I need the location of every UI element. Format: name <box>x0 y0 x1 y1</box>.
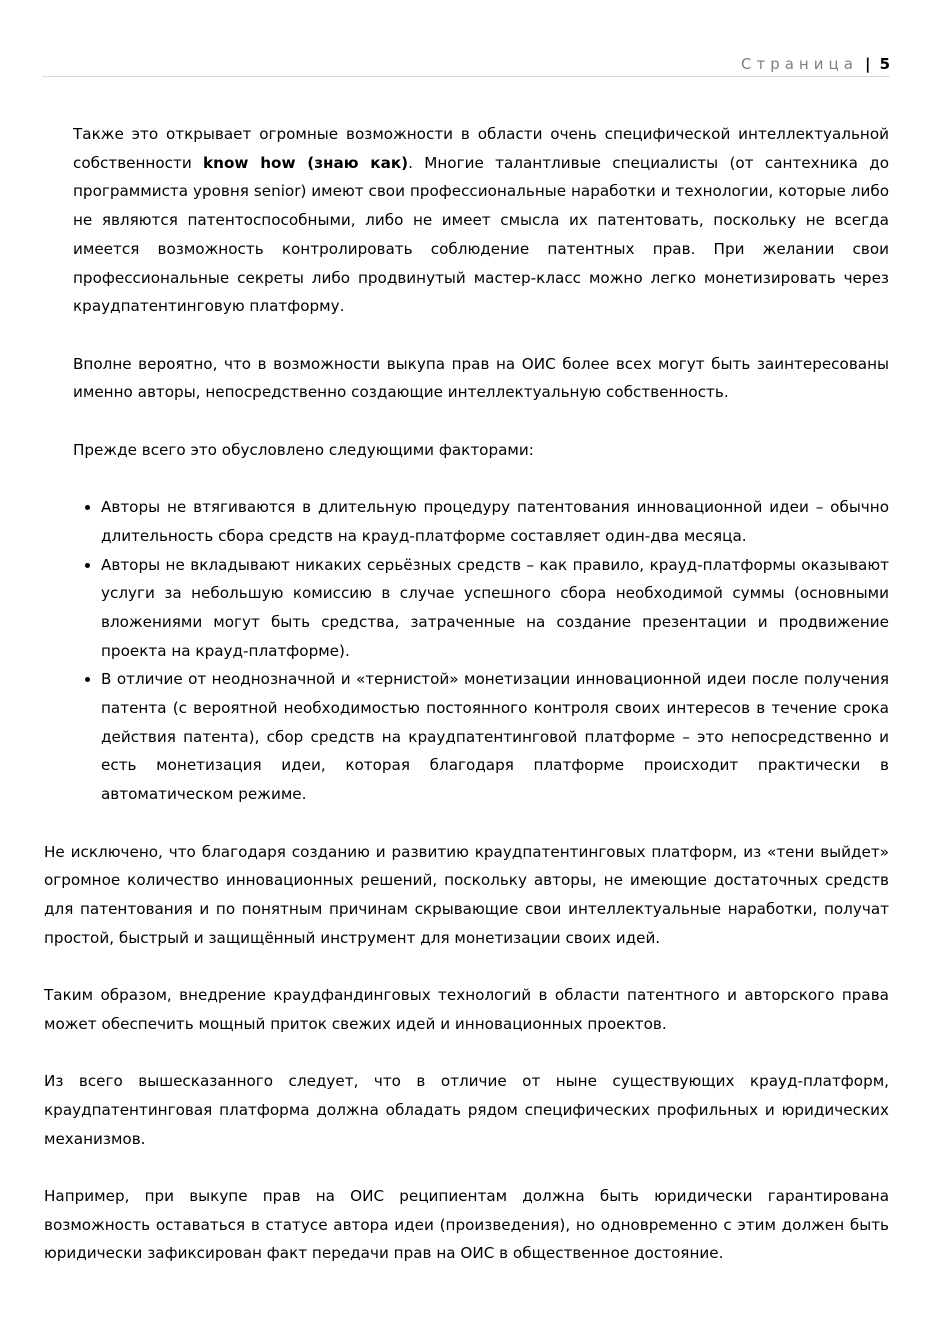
paragraph-text: Также это открывает огромные возможности в области очень специфической интеллектуальной собственности <box>73 125 889 172</box>
list-item: • В отличие от неоднозначной и «тернистой» монетизации инновационной идеи после получения патента (с вероятной необходимостью постоянного контроля своих интересов в течение срока действия патента), сбор средств на краудпатентинговой платформе – это непосредственно и есть монетизация идеи, которая благодаря платформе происходит практически в автоматическом режиме. <box>101 665 889 809</box>
paragraph-authors-interest: Вполне вероятно, что в возможности выкупа прав на ОИС более всех могут быть заинтересованы именно авторы, непосредственно создающие интеллектуальную собственность. <box>73 354 889 402</box>
list-item: • Авторы не вкладывают никаких серьёзных средств – как правило, крауд-платформы оказывают услуги за небольшую комиссию в случае успешного сбора необходимой суммы (основными вложениями могут быть средства, затраченные на создание презентации и продвижение проекта на крауд-платформе). <box>101 551 889 666</box>
paragraph-factors-intro: Прежде всего это обусловлено следующими факторами: <box>73 440 534 459</box>
page-label: Страница <box>741 55 858 73</box>
paragraph-shadow: Не исключено, что благодаря созданию и развитию краудпатентинговых платформ, из «тени выйдет» огромное количество инновационных решений, поскольку авторы, не имеющие достаточных средств для патентования и по понятным причинам скрывающие свои интеллектуальные наработки, получат простой, быстрый и защищённый инструмент для монетизации своих идей. <box>44 842 889 947</box>
list-item: • Авторы не втягиваются в длительную процедуру патентования инновационной идеи – обычно длительность сбора средств на крауд-платформе составляет один-два месяца. <box>101 493 889 550</box>
page-header <box>42 54 890 77</box>
paragraph-mechanisms: Из всего вышесказанного следует, что в отличие от ныне существующих крауд-платформ, краудпатентинговая платформа должна обладать рядом специфических профильных и юридических механизмов. <box>44 1072 889 1148</box>
paragraph-example: Например, при выкупе прав на ОИС реципиентам должна быть юридически гарантирована возможность оставаться в статусе автора идеи (произведения), но одновременно с этим должен быть юридически зафиксирован факт передачи прав на ОИС в общественное достояние. <box>44 1186 889 1263</box>
paragraph-text: . Многие талантливые специалисты (от сантехника до программиста уровня senior) имеют свои профессиональные наработки и технологии, которые либо не являются патентоспособными, либо не имеет смысла их патентовать, поскольку не всегда имеется возможность контролировать соблюдение патентных прав. При желании свои профессиональные секреты либо продвинутый мастер-класс можно легко монетизировать через краудпатентинговую платформу. <box>73 153 889 316</box>
page-number: 5 <box>879 55 890 73</box>
document-body <box>44 120 889 1297</box>
paragraph-know-how <box>73 120 889 321</box>
paragraph-conclusion: Таким образом, внедрение краудфандинговых технологий в области патентного и авторского права может обеспечить мощный приток свежих идей и инновационных проектов. <box>44 986 889 1033</box>
factors-list <box>44 493 889 809</box>
bold-term: know how (знаю как) <box>203 153 409 172</box>
page-separator: | <box>864 55 871 73</box>
